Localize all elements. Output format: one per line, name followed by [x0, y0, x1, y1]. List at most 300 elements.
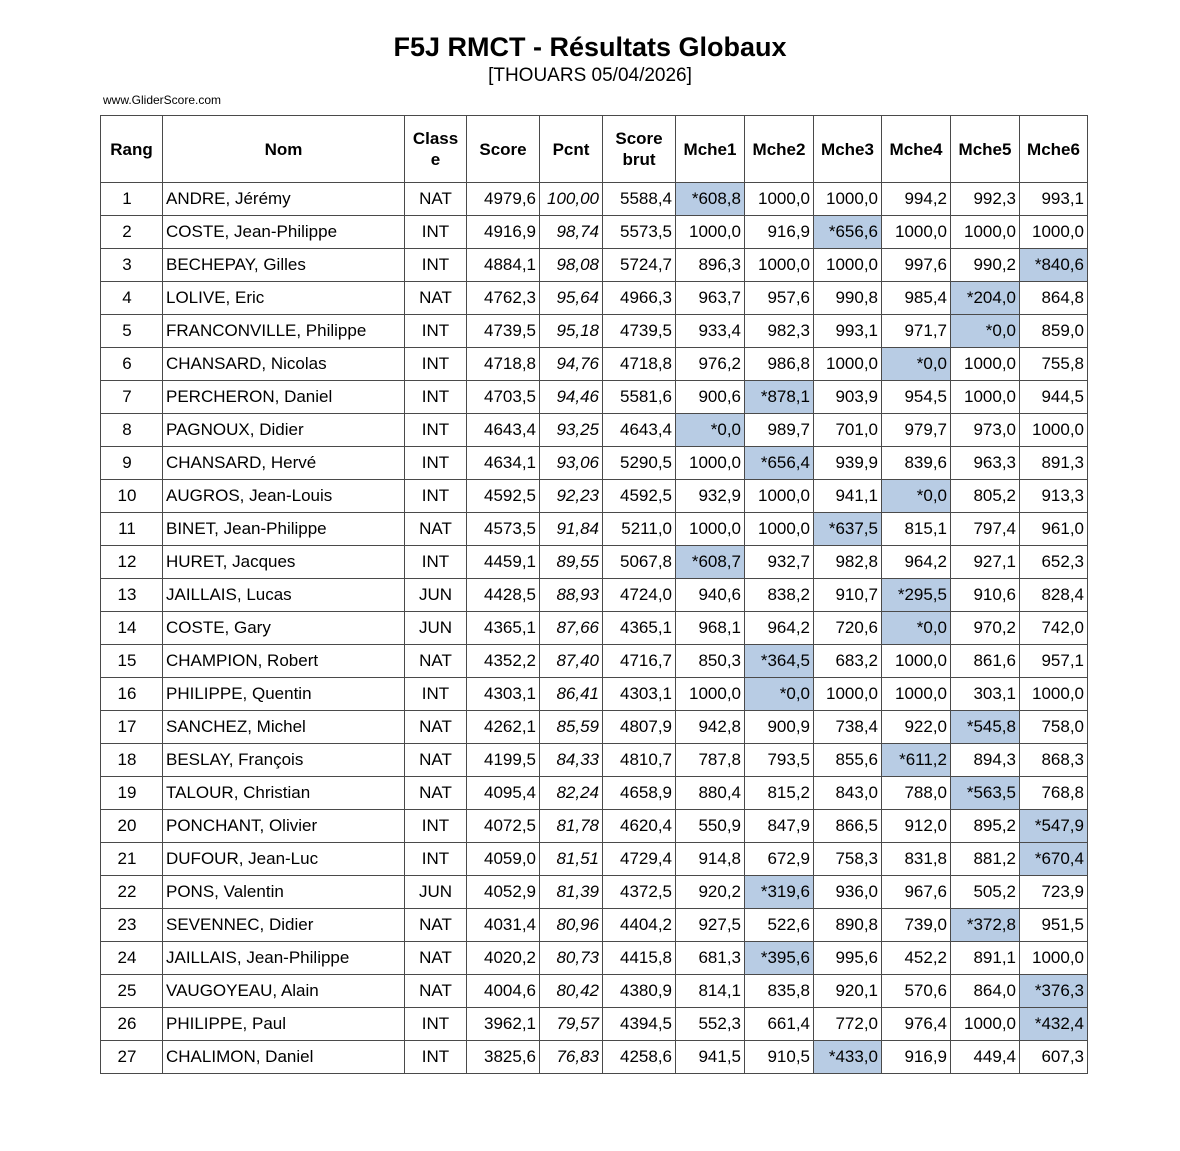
- round-score-cell: 957,1: [1020, 645, 1088, 678]
- pilot-name-cell: JAILLAIS, Jean-Philippe: [163, 942, 405, 975]
- raw-score-cell: 4718,8: [603, 348, 676, 381]
- round-score-cell: 951,5: [1020, 909, 1088, 942]
- round-score-cell: 986,8: [745, 348, 814, 381]
- raw-score-cell: 5211,0: [603, 513, 676, 546]
- round-score-cell: 793,5: [745, 744, 814, 777]
- round-score-cell: 914,8: [676, 843, 745, 876]
- round-score-cell: 910,5: [745, 1041, 814, 1074]
- class-cell: INT: [405, 315, 467, 348]
- percent-cell: 95,64: [540, 282, 603, 315]
- col-header-raw-line1: Score: [615, 129, 663, 148]
- col-header-name: [163, 116, 405, 183]
- round-score-discarded-cell: *656,4: [745, 447, 814, 480]
- percent-cell: 88,93: [540, 579, 603, 612]
- event-subtitle: [THOUARS 05/04/2026]: [488, 65, 692, 86]
- class-cell: NAT: [405, 975, 467, 1008]
- round-score-cell: 552,3: [676, 1008, 745, 1041]
- round-score-cell: 1000,0: [1020, 414, 1088, 447]
- round-score-cell: 661,4: [745, 1008, 814, 1041]
- round-score-cell: 927,5: [676, 909, 745, 942]
- table-row: [101, 282, 1088, 315]
- pilot-name-cell: CHANSARD, Nicolas: [163, 348, 405, 381]
- round-score-cell: 992,3: [951, 183, 1020, 216]
- round-score-cell: 1000,0: [882, 216, 951, 249]
- round-score-discarded-cell: *545,8: [951, 711, 1020, 744]
- pilot-name-cell: CHANSARD, Hervé: [163, 447, 405, 480]
- score-cell: 4573,5: [467, 513, 540, 546]
- round-score-cell: 758,3: [814, 843, 882, 876]
- pilot-name-cell: PONCHANT, Olivier: [163, 810, 405, 843]
- table-row: [101, 645, 1088, 678]
- table-row: [101, 579, 1088, 612]
- col-header-raw-score: [603, 116, 676, 183]
- round-score-cell: 815,1: [882, 513, 951, 546]
- percent-cell: 79,57: [540, 1008, 603, 1041]
- table-row: [101, 711, 1088, 744]
- percent-cell: 94,46: [540, 381, 603, 414]
- round-score-cell: 868,3: [1020, 744, 1088, 777]
- pilot-name-cell: SEVENNEC, Didier: [163, 909, 405, 942]
- round-score-discarded-cell: *0,0: [882, 612, 951, 645]
- col-header-score: Score: [467, 116, 540, 183]
- raw-score-cell: 4739,5: [603, 315, 676, 348]
- round-score-cell: 903,9: [814, 381, 882, 414]
- round-score-cell: 880,4: [676, 777, 745, 810]
- round-score-cell: 973,0: [951, 414, 1020, 447]
- pilot-name-cell: VAUGOYEAU, Alain: [163, 975, 405, 1008]
- round-score-discarded-cell: *608,8: [676, 183, 745, 216]
- source-site: www.GliderScore.com: [103, 93, 222, 107]
- round-score-cell: 916,9: [882, 1041, 951, 1074]
- rank-cell: 19: [101, 777, 163, 810]
- round-score-discarded-cell: *364,5: [745, 645, 814, 678]
- round-score-cell: 1000,0: [676, 678, 745, 711]
- round-score-cell: 1000,0: [676, 447, 745, 480]
- raw-score-cell: 4716,7: [603, 645, 676, 678]
- round-score-cell: 976,2: [676, 348, 745, 381]
- table-row: [101, 975, 1088, 1008]
- round-score-cell: 828,4: [1020, 579, 1088, 612]
- percent-cell: 98,08: [540, 249, 603, 282]
- rank-cell: 6: [101, 348, 163, 381]
- raw-score-cell: 4643,4: [603, 414, 676, 447]
- round-score-cell: 895,2: [951, 810, 1020, 843]
- table-row: [101, 216, 1088, 249]
- percent-cell: 87,66: [540, 612, 603, 645]
- round-score-cell: 850,3: [676, 645, 745, 678]
- round-score-cell: 1000,0: [1020, 216, 1088, 249]
- pilot-name-cell: COSTE, Jean-Philippe: [163, 216, 405, 249]
- round-score-cell: 847,9: [745, 810, 814, 843]
- class-cell: INT: [405, 216, 467, 249]
- table-row: [101, 909, 1088, 942]
- rank-cell: 16: [101, 678, 163, 711]
- col-header-name-label: Nom: [264, 139, 303, 159]
- percent-cell: 93,25: [540, 414, 603, 447]
- class-cell: NAT: [405, 282, 467, 315]
- rank-cell: 15: [101, 645, 163, 678]
- round-score-cell: 1000,0: [1020, 678, 1088, 711]
- round-score-cell: 452,2: [882, 942, 951, 975]
- pilot-name-cell: BECHEPAY, Gilles: [163, 249, 405, 282]
- rank-cell: 13: [101, 579, 163, 612]
- round-score-cell: 964,2: [745, 612, 814, 645]
- round-score-cell: 672,9: [745, 843, 814, 876]
- pilot-name-cell: CHAMPION, Robert: [163, 645, 405, 678]
- round-score-cell: 993,1: [814, 315, 882, 348]
- round-score-cell: 1000,0: [814, 183, 882, 216]
- pilot-name-cell: COSTE, Gary: [163, 612, 405, 645]
- rank-cell: 1: [101, 183, 163, 216]
- round-score-cell: 913,3: [1020, 480, 1088, 513]
- col-header-class: [405, 116, 467, 183]
- round-score-cell: 1000,0: [814, 249, 882, 282]
- round-score-discarded-cell: *0,0: [676, 414, 745, 447]
- table-row: [101, 447, 1088, 480]
- score-cell: 4979,6: [467, 183, 540, 216]
- round-score-cell: 932,9: [676, 480, 745, 513]
- round-score-cell: 839,6: [882, 447, 951, 480]
- score-cell: 4916,9: [467, 216, 540, 249]
- score-cell: 4052,9: [467, 876, 540, 909]
- round-score-cell: 971,7: [882, 315, 951, 348]
- table-row: [101, 546, 1088, 579]
- round-score-cell: 940,6: [676, 579, 745, 612]
- pilot-name-cell: PERCHERON, Daniel: [163, 381, 405, 414]
- score-cell: 4352,2: [467, 645, 540, 678]
- round-score-discarded-cell: *433,0: [814, 1041, 882, 1074]
- round-score-cell: 881,2: [951, 843, 1020, 876]
- round-score-discarded-cell: *611,2: [882, 744, 951, 777]
- raw-score-cell: 4372,5: [603, 876, 676, 909]
- round-score-discarded-cell: *376,3: [1020, 975, 1088, 1008]
- round-score-cell: 859,0: [1020, 315, 1088, 348]
- class-cell: NAT: [405, 942, 467, 975]
- results-table: [100, 115, 1088, 1074]
- rank-cell: 3: [101, 249, 163, 282]
- pilot-name-cell: BESLAY, François: [163, 744, 405, 777]
- round-score-cell: 910,6: [951, 579, 1020, 612]
- rank-cell: 10: [101, 480, 163, 513]
- round-score-cell: 957,6: [745, 282, 814, 315]
- col-header-pcnt: Pcnt: [540, 116, 603, 183]
- raw-score-cell: 4810,7: [603, 744, 676, 777]
- raw-score-cell: 4258,6: [603, 1041, 676, 1074]
- raw-score-cell: 4303,1: [603, 678, 676, 711]
- round-score-cell: 968,1: [676, 612, 745, 645]
- round-score-cell: 1000,0: [745, 249, 814, 282]
- table-row: [101, 777, 1088, 810]
- round-score-cell: 939,9: [814, 447, 882, 480]
- rank-cell: 2: [101, 216, 163, 249]
- round-score-cell: 993,1: [1020, 183, 1088, 216]
- raw-score-cell: 5573,5: [603, 216, 676, 249]
- score-cell: 4365,1: [467, 612, 540, 645]
- round-score-cell: 967,6: [882, 876, 951, 909]
- round-score-discarded-cell: *656,6: [814, 216, 882, 249]
- score-cell: 4072,5: [467, 810, 540, 843]
- round-score-cell: 864,8: [1020, 282, 1088, 315]
- round-score-cell: 941,5: [676, 1041, 745, 1074]
- score-cell: 4703,5: [467, 381, 540, 414]
- class-cell: INT: [405, 678, 467, 711]
- round-score-cell: 550,9: [676, 810, 745, 843]
- round-score-cell: 990,8: [814, 282, 882, 315]
- round-score-cell: 701,0: [814, 414, 882, 447]
- round-score-cell: 1000,0: [882, 645, 951, 678]
- percent-cell: 94,76: [540, 348, 603, 381]
- col-header-class-line1: Class: [412, 129, 459, 148]
- percent-cell: 91,84: [540, 513, 603, 546]
- table-row: [101, 876, 1088, 909]
- round-score-cell: 989,7: [745, 414, 814, 447]
- round-score-cell: 982,8: [814, 546, 882, 579]
- round-score-cell: 990,2: [951, 249, 1020, 282]
- round-score-discarded-cell: *0,0: [745, 678, 814, 711]
- table-row: [101, 810, 1088, 843]
- score-cell: 4459,1: [467, 546, 540, 579]
- rank-cell: 4: [101, 282, 163, 315]
- percent-cell: 84,33: [540, 744, 603, 777]
- round-score-cell: 964,2: [882, 546, 951, 579]
- rank-cell: 11: [101, 513, 163, 546]
- round-score-discarded-cell: *670,4: [1020, 843, 1088, 876]
- results-body: [101, 183, 1088, 1074]
- class-cell: INT: [405, 1008, 467, 1041]
- rank-cell: 18: [101, 744, 163, 777]
- round-score-cell: 941,1: [814, 480, 882, 513]
- rank-cell: 24: [101, 942, 163, 975]
- raw-score-cell: 4592,5: [603, 480, 676, 513]
- raw-score-cell: 4365,1: [603, 612, 676, 645]
- class-cell: INT: [405, 810, 467, 843]
- rank-cell: 22: [101, 876, 163, 909]
- round-score-cell: 976,4: [882, 1008, 951, 1041]
- round-score-cell: 1000,0: [951, 1008, 1020, 1041]
- table-row: [101, 612, 1088, 645]
- class-cell: INT: [405, 414, 467, 447]
- percent-cell: 80,96: [540, 909, 603, 942]
- raw-score-cell: 5581,6: [603, 381, 676, 414]
- round-score-cell: 954,5: [882, 381, 951, 414]
- percent-cell: 76,83: [540, 1041, 603, 1074]
- round-score-cell: 866,5: [814, 810, 882, 843]
- round-score-cell: 985,4: [882, 282, 951, 315]
- round-score-cell: 652,3: [1020, 546, 1088, 579]
- pilot-name-cell: FRANCONVILLE, Philippe: [163, 315, 405, 348]
- table-row: [101, 1041, 1088, 1074]
- header-row: [101, 116, 1088, 183]
- class-cell: NAT: [405, 909, 467, 942]
- rank-cell: 21: [101, 843, 163, 876]
- score-cell: 4592,5: [467, 480, 540, 513]
- round-score-cell: 961,0: [1020, 513, 1088, 546]
- round-score-cell: 788,0: [882, 777, 951, 810]
- class-cell: INT: [405, 447, 467, 480]
- class-cell: JUN: [405, 579, 467, 612]
- round-score-discarded-cell: *547,9: [1020, 810, 1088, 843]
- round-score-cell: 916,9: [745, 216, 814, 249]
- percent-cell: 89,55: [540, 546, 603, 579]
- table-row: [101, 744, 1088, 777]
- round-score-cell: 920,2: [676, 876, 745, 909]
- round-score-cell: 758,0: [1020, 711, 1088, 744]
- class-cell: JUN: [405, 876, 467, 909]
- raw-score-cell: 5290,5: [603, 447, 676, 480]
- round-score-discarded-cell: *295,5: [882, 579, 951, 612]
- round-score-cell: 982,3: [745, 315, 814, 348]
- raw-score-cell: 4415,8: [603, 942, 676, 975]
- round-score-cell: 815,2: [745, 777, 814, 810]
- percent-cell: 81,51: [540, 843, 603, 876]
- class-cell: NAT: [405, 777, 467, 810]
- table-row: [101, 381, 1088, 414]
- round-score-discarded-cell: *319,6: [745, 876, 814, 909]
- round-score-cell: 1000,0: [814, 348, 882, 381]
- page-title: F5J RMCT - Résultats Globaux: [393, 32, 787, 62]
- round-score-cell: 843,0: [814, 777, 882, 810]
- class-cell: NAT: [405, 744, 467, 777]
- round-score-discarded-cell: *395,6: [745, 942, 814, 975]
- rank-cell: 8: [101, 414, 163, 447]
- score-cell: 4739,5: [467, 315, 540, 348]
- round-score-cell: 1000,0: [951, 348, 1020, 381]
- raw-score-cell: 4658,9: [603, 777, 676, 810]
- col-header-round-6: Mche6: [1020, 116, 1088, 183]
- score-cell: 4262,1: [467, 711, 540, 744]
- round-score-cell: 896,3: [676, 249, 745, 282]
- round-score-cell: 997,6: [882, 249, 951, 282]
- table-row: [101, 249, 1088, 282]
- raw-score-cell: 4404,2: [603, 909, 676, 942]
- round-score-discarded-cell: *432,4: [1020, 1008, 1088, 1041]
- class-cell: INT: [405, 480, 467, 513]
- class-cell: INT: [405, 546, 467, 579]
- rank-cell: 25: [101, 975, 163, 1008]
- raw-score-cell: 4807,9: [603, 711, 676, 744]
- round-score-discarded-cell: *637,5: [814, 513, 882, 546]
- percent-cell: 86,41: [540, 678, 603, 711]
- pilot-name-cell: PAGNOUX, Didier: [163, 414, 405, 447]
- col-header-rank: Rang: [101, 116, 163, 183]
- class-cell: NAT: [405, 513, 467, 546]
- round-score-cell: 855,6: [814, 744, 882, 777]
- round-score-cell: 970,2: [951, 612, 1020, 645]
- round-score-cell: 768,8: [1020, 777, 1088, 810]
- raw-score-cell: 5588,4: [603, 183, 676, 216]
- table-row: [101, 414, 1088, 447]
- score-cell: 4643,4: [467, 414, 540, 447]
- class-cell: INT: [405, 1041, 467, 1074]
- round-score-cell: 835,8: [745, 975, 814, 1008]
- round-score-cell: 720,6: [814, 612, 882, 645]
- table-row: [101, 315, 1088, 348]
- percent-cell: 95,18: [540, 315, 603, 348]
- round-score-cell: 831,8: [882, 843, 951, 876]
- round-score-discarded-cell: *0,0: [882, 348, 951, 381]
- score-cell: 4059,0: [467, 843, 540, 876]
- percent-cell: 87,40: [540, 645, 603, 678]
- rank-cell: 26: [101, 1008, 163, 1041]
- round-score-cell: 995,6: [814, 942, 882, 975]
- rank-cell: 12: [101, 546, 163, 579]
- round-score-cell: 1000,0: [676, 216, 745, 249]
- round-score-cell: 522,6: [745, 909, 814, 942]
- class-cell: JUN: [405, 612, 467, 645]
- table-row: [101, 678, 1088, 711]
- round-score-cell: 1000,0: [1020, 942, 1088, 975]
- score-cell: 4884,1: [467, 249, 540, 282]
- percent-cell: 92,23: [540, 480, 603, 513]
- round-score-cell: 742,0: [1020, 612, 1088, 645]
- round-score-cell: 942,8: [676, 711, 745, 744]
- class-cell: INT: [405, 348, 467, 381]
- pilot-name-cell: AUGROS, Jean-Louis: [163, 480, 405, 513]
- round-score-cell: 755,8: [1020, 348, 1088, 381]
- class-cell: NAT: [405, 183, 467, 216]
- table-row: [101, 1008, 1088, 1041]
- score-cell: 4004,6: [467, 975, 540, 1008]
- col-header-round-5: Mche5: [951, 116, 1020, 183]
- score-cell: 4199,5: [467, 744, 540, 777]
- round-score-cell: 894,3: [951, 744, 1020, 777]
- round-score-cell: 1000,0: [745, 183, 814, 216]
- percent-cell: 82,24: [540, 777, 603, 810]
- round-score-cell: 927,1: [951, 546, 1020, 579]
- class-cell: INT: [405, 249, 467, 282]
- round-score-cell: 920,1: [814, 975, 882, 1008]
- percent-cell: 80,73: [540, 942, 603, 975]
- round-score-cell: 944,5: [1020, 381, 1088, 414]
- score-cell: 4303,1: [467, 678, 540, 711]
- score-cell: 3962,1: [467, 1008, 540, 1041]
- raw-score-cell: 4966,3: [603, 282, 676, 315]
- round-score-cell: 303,1: [951, 678, 1020, 711]
- round-score-cell: 683,2: [814, 645, 882, 678]
- col-header-raw-line2: brut: [622, 150, 656, 169]
- pilot-name-cell: LOLIVE, Eric: [163, 282, 405, 315]
- pilot-name-cell: CHALIMON, Daniel: [163, 1041, 405, 1074]
- round-score-cell: 570,6: [882, 975, 951, 1008]
- percent-cell: 98,74: [540, 216, 603, 249]
- round-score-cell: 933,4: [676, 315, 745, 348]
- round-score-cell: 900,6: [676, 381, 745, 414]
- score-cell: 4031,4: [467, 909, 540, 942]
- round-score-cell: 787,8: [676, 744, 745, 777]
- col-header-class-line2: e: [430, 150, 441, 169]
- class-cell: NAT: [405, 645, 467, 678]
- round-score-cell: 910,7: [814, 579, 882, 612]
- pilot-name-cell: DUFOUR, Jean-Luc: [163, 843, 405, 876]
- raw-score-cell: 4394,5: [603, 1008, 676, 1041]
- rank-cell: 20: [101, 810, 163, 843]
- round-score-cell: 739,0: [882, 909, 951, 942]
- round-score-cell: 891,3: [1020, 447, 1088, 480]
- pilot-name-cell: PHILIPPE, Paul: [163, 1008, 405, 1041]
- round-score-cell: 963,3: [951, 447, 1020, 480]
- col-header-round-1: Mche1: [676, 116, 745, 183]
- round-score-cell: 922,0: [882, 711, 951, 744]
- pilot-name-cell: JAILLAIS, Lucas: [163, 579, 405, 612]
- round-score-cell: 864,0: [951, 975, 1020, 1008]
- round-score-cell: 449,4: [951, 1041, 1020, 1074]
- round-score-cell: 979,7: [882, 414, 951, 447]
- round-score-cell: 738,4: [814, 711, 882, 744]
- round-score-cell: 681,3: [676, 942, 745, 975]
- score-cell: 4634,1: [467, 447, 540, 480]
- pilot-name-cell: SANCHEZ, Michel: [163, 711, 405, 744]
- class-cell: INT: [405, 843, 467, 876]
